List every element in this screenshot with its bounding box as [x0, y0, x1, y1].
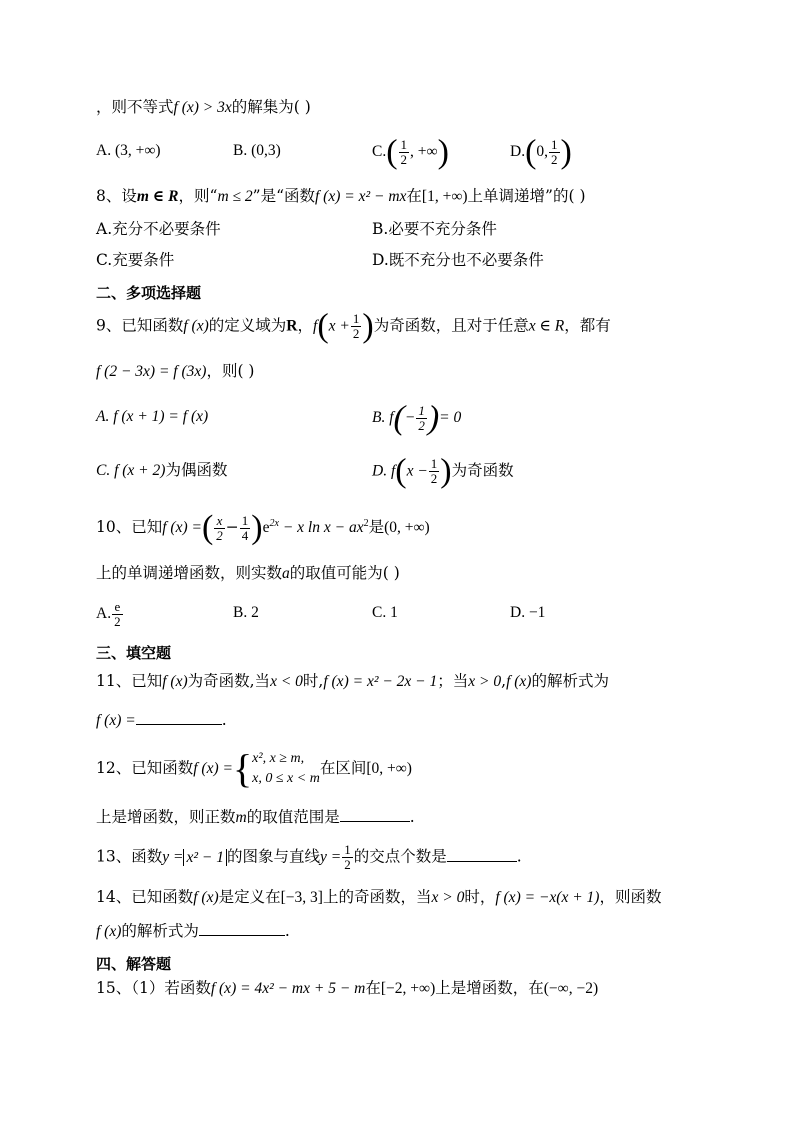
q7-stem: ，则不等式	[96, 98, 174, 116]
q11-dot: .	[221, 711, 227, 729]
frac-num: e	[112, 600, 123, 615]
frac-den: 2	[114, 614, 121, 629]
q11-p4: ,	[501, 672, 507, 690]
q12-line2a: 上是增函数，则正数	[96, 808, 236, 826]
q12-case2: x, 0 ≤ x < m	[252, 771, 320, 786]
q7-tail: 的解集为( )	[231, 98, 311, 116]
q11-stem	[96, 670, 609, 693]
frac-den: 2	[430, 471, 438, 486]
q12-m: m	[235, 809, 247, 826]
q12-case1: x², x ≥ m,	[252, 751, 305, 766]
q11-fx: f (x)	[162, 673, 188, 690]
q9-c-math: C. f (x + 2)	[96, 462, 166, 479]
q13-half	[342, 843, 353, 872]
paren-left: (	[395, 452, 407, 490]
q14-fx: f (x)	[193, 889, 219, 906]
q10-line2b: 的取值可能为( )	[289, 564, 400, 582]
q8-p4: 上单调递增”的( )	[467, 187, 586, 205]
frac-den: 2	[216, 527, 223, 543]
q9-p1: 的定义域为	[208, 316, 287, 335]
q12-num: 12、已知函数	[96, 759, 194, 777]
q14-p1: 是定义在	[218, 888, 281, 906]
q14-p4: ，则函数	[599, 888, 662, 906]
q9-c-text: 为偶函数	[165, 461, 228, 479]
q9-fx: f (x)	[183, 317, 209, 335]
q12-p1: 在区间	[319, 759, 367, 777]
q7-option-a: A. (3, +∞)	[96, 142, 161, 159]
section-heading-fill-in: 三、填空题	[96, 644, 172, 662]
q9-b-pre: B. f	[372, 409, 394, 427]
q13-y2: y =	[319, 848, 342, 866]
q10-option-d: D. −1	[510, 604, 546, 621]
frac-den: 2	[551, 152, 558, 167]
paren-right: )	[251, 509, 263, 547]
paren-left: (	[525, 133, 537, 171]
q13-p1: 的图象与直线	[226, 847, 320, 866]
q8-stem	[96, 185, 586, 208]
q10-stem	[96, 509, 430, 547]
q10-frac2	[240, 514, 251, 543]
q10-minus: −	[225, 518, 239, 537]
q9-b-tail: = 0	[439, 409, 462, 427]
q14-dot: .	[284, 922, 290, 940]
q9-p5: ，则( )	[206, 362, 255, 380]
q10-frac1	[214, 514, 225, 543]
q8-option-b: B.必要不充分条件	[372, 220, 497, 238]
frac-num: 1	[418, 403, 425, 418]
q9-d-pre: D. f	[372, 462, 396, 480]
q10-option-c: C. 1	[372, 604, 398, 621]
q12-cases	[252, 749, 320, 789]
q11-answer-blank[interactable]	[136, 708, 222, 725]
q14-answer-blank[interactable]	[199, 919, 285, 936]
q9-xinR: x ∈ R	[528, 317, 565, 335]
q8-set: m ∈ R	[136, 188, 179, 205]
q7-inequality: f (x) > 3x	[173, 99, 232, 116]
q11-p5: 的解析式为	[531, 672, 609, 690]
frac-num: 1	[430, 456, 438, 471]
q11-cond2: x > 0	[468, 673, 502, 690]
q7-d-fraction	[549, 138, 560, 167]
paren-right: )	[437, 133, 449, 171]
frac-num: 1	[551, 137, 558, 152]
q10-option-a	[96, 600, 124, 629]
q11-line2	[96, 708, 227, 732]
q14-line2	[96, 919, 290, 943]
q12-dot: .	[409, 808, 415, 826]
frac-num: 1	[400, 137, 408, 152]
frac-den: 2	[352, 326, 360, 341]
q15-stem	[96, 977, 598, 1000]
q7-c-fraction	[399, 138, 410, 167]
q10-exp: 2x	[269, 518, 279, 529]
paren-right: )	[427, 399, 440, 437]
q8-p2: ”是“函数	[252, 187, 315, 205]
paren-left: (	[386, 133, 398, 171]
q10-p1: 是	[368, 518, 385, 537]
frac-num: 1	[344, 842, 351, 857]
q9-f: f	[313, 317, 318, 335]
section-heading-multiple-choice: 二、多项选择题	[96, 284, 202, 302]
q15-p2: 上是增函数，在	[435, 979, 544, 997]
q7-option-d	[510, 133, 572, 171]
q7-d-label: D.	[510, 143, 526, 161]
q9-option-c	[96, 459, 227, 482]
q9-stem	[96, 307, 611, 345]
q7-stem-line	[96, 96, 311, 119]
paren-right: )	[362, 307, 374, 345]
q14-num: 14、已知函数	[96, 888, 194, 906]
q10-a-frac	[112, 600, 123, 629]
q15-num: 15、（1）若函数	[96, 979, 211, 997]
q7-option-c	[372, 133, 449, 171]
q8-p3: 在	[406, 187, 422, 205]
q9-xplus: x +	[328, 317, 350, 335]
frac-den: 2	[344, 857, 351, 872]
q8-cond: m ≤ 2	[217, 188, 253, 205]
q10-a: a	[282, 565, 290, 582]
q15-int1: [−2, +∞)	[380, 980, 436, 997]
q12-fx: f (x) =	[193, 760, 233, 777]
q9-d-x: x −	[406, 462, 428, 480]
q8-func: f (x) = x² − mx	[315, 188, 407, 205]
q10-sq: 2	[363, 518, 369, 529]
q13-answer-blank[interactable]	[447, 845, 517, 862]
frac-den: 4	[241, 527, 249, 543]
q8-option-d: D.既不充分也不必要条件	[372, 251, 544, 269]
q10-fx: f (x) =	[162, 519, 202, 537]
q9-d-text: 为奇函数	[451, 461, 514, 480]
q10-interval: (0, +∞)	[384, 519, 430, 537]
q15-p1: 在	[365, 979, 381, 997]
q15-eq: f (x) = 4x² − mx + 5 − m	[210, 980, 366, 997]
frac-num: 1	[241, 512, 249, 528]
q12-interval: [0, +∞)	[366, 760, 412, 777]
q9-p3: 为奇函数，且对于任意	[373, 316, 529, 335]
q14-p3: 时，	[464, 888, 496, 906]
q14-p2: 上的奇函数，当	[322, 888, 432, 906]
paren-left: (	[201, 509, 214, 547]
q9-d-frac	[429, 457, 440, 486]
q9-p4: ，都有	[564, 316, 611, 335]
q10-num: 10、已知	[96, 518, 163, 537]
q15-int2: (−∞, −2)	[543, 980, 599, 997]
paren-right: )	[560, 133, 572, 171]
q10-e: e	[262, 519, 270, 537]
q10-option-b: B. 2	[233, 604, 259, 621]
q9-option-a: A. f (x + 1) = f (x)	[96, 408, 209, 425]
q12-line2b: 的取值范围是	[246, 808, 340, 826]
q11-p2: 时,	[302, 672, 324, 690]
q13-stem	[96, 843, 522, 872]
q10-rest: − x ln x − ax	[278, 519, 364, 537]
q8-num: 8、设	[96, 187, 137, 205]
q11-fx2: f (x)	[506, 673, 532, 690]
frac-den: 2	[400, 152, 408, 167]
q9-option-d	[372, 452, 514, 490]
paren-right: )	[440, 452, 452, 490]
q9-b-frac	[416, 404, 427, 433]
q11-cond1: x < 0	[270, 673, 303, 690]
q8-option-a: A.充分不必要条件	[96, 220, 221, 238]
q13-dot: .	[516, 847, 522, 866]
paren-left: (	[317, 307, 329, 345]
paren-left: (	[393, 399, 405, 437]
frac-num: x	[214, 514, 225, 529]
q7-d-head: 0,	[536, 143, 549, 161]
q14-fx2: f (x)	[96, 923, 122, 940]
q7-c-tail: , +∞	[410, 143, 438, 161]
q10-line2a: 上的单调递增函数，则实数	[96, 564, 283, 582]
q9-R: R	[286, 317, 298, 335]
q9-num: 9、已知函数	[96, 316, 184, 335]
q11-eq: f (x) = x² − 2x − 1	[323, 673, 438, 690]
q9-half	[351, 312, 362, 341]
q13-p2: 的交点个数是	[353, 847, 447, 866]
q14-eq: f (x) = −x(x + 1)	[495, 889, 600, 906]
frac-num: 1	[352, 311, 360, 326]
q9-p2: ，	[297, 316, 313, 335]
q11-p3: ；当	[437, 672, 469, 690]
q8-option-c: C.充要条件	[96, 251, 175, 269]
q9-b-minus: −	[404, 409, 416, 427]
q14-interval: [−3, 3]	[280, 889, 323, 906]
q8-interval: [1, +∞)	[421, 188, 468, 205]
q8-p1: ，则“	[178, 187, 218, 205]
q14-cond: x > 0	[431, 889, 465, 906]
frac-den: 2	[418, 418, 425, 433]
q14-line2b: 的解析式为	[121, 922, 199, 940]
q12-answer-blank[interactable]	[340, 805, 410, 822]
q13-num: 13、函数	[96, 847, 163, 866]
left-brace: {	[232, 746, 253, 791]
q12-stem	[96, 746, 412, 791]
q9-eq: f (2 − 3x) = f (3x)	[96, 363, 207, 380]
q11-lhs: f (x) =	[96, 712, 136, 729]
q14-stem	[96, 886, 661, 909]
q10-line2	[96, 562, 400, 585]
q7-option-b: B. (0,3)	[233, 142, 281, 159]
q9-option-b	[372, 399, 462, 437]
q11-p1: 为奇函数,当	[187, 672, 271, 690]
q7-c-label: C.	[372, 143, 387, 161]
q12-line2	[96, 805, 415, 829]
q13-y: y =	[162, 848, 184, 866]
q13-abs: x² − 1	[183, 849, 227, 866]
section-heading-solutions: 四、解答题	[96, 955, 172, 973]
q11-num: 11、已知	[96, 672, 163, 690]
q9-line2	[96, 360, 254, 383]
q10-a-pre: A.	[96, 605, 112, 623]
